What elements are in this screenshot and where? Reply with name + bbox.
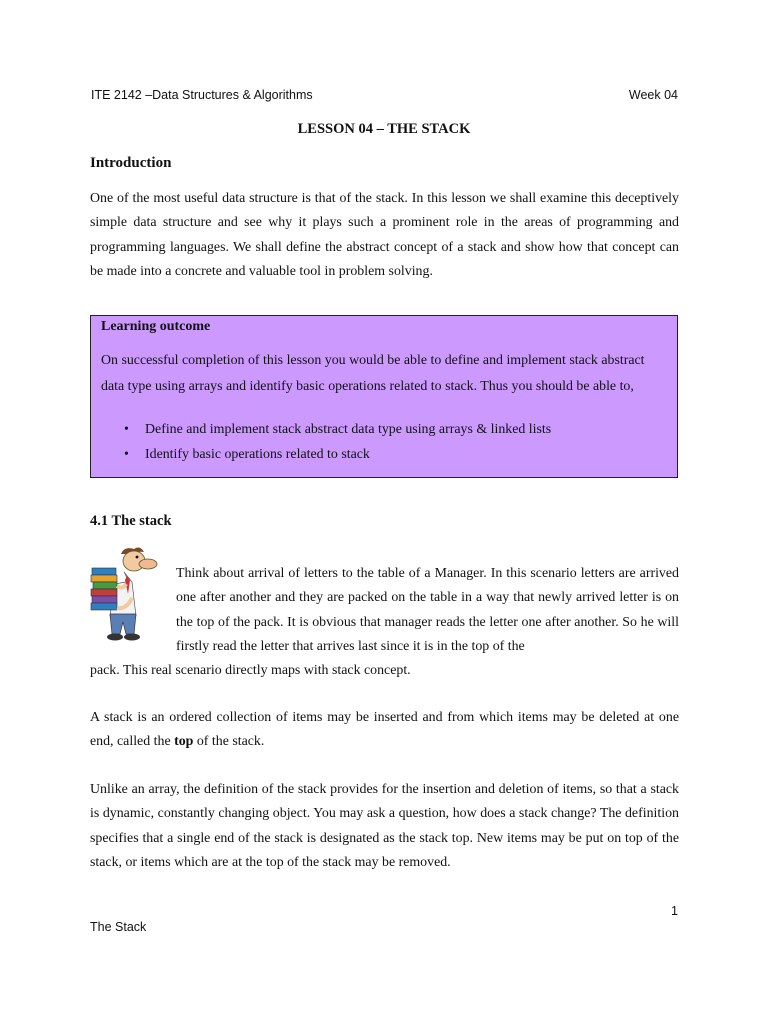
- list-item-text: Identify basic operations related to stack: [145, 447, 370, 462]
- learning-outcome-title: Learning outcome: [101, 319, 211, 334]
- header-course-title: ITE 2142 –Data Structures & Algorithms: [91, 88, 313, 102]
- introduction-paragraph: One of the most useful data structure is that of the stack. In this lesson we shall examine this deceptively simple data structure and see why it plays such a prominent role in the areas of programming and programming languages. We shall define the abstract concept of a stack and show how that concept can be made into a concrete and valuable tool in problem solving.: [90, 191, 679, 279]
- lesson-title: LESSON 04 – THE STACK: [297, 121, 471, 137]
- bullet-icon: •: [124, 447, 129, 462]
- man-carrying-books-icon: [88, 546, 168, 642]
- definition-text-after: of the stack.: [193, 734, 265, 750]
- section-heading-4-1: 4.1 The stack: [90, 513, 172, 529]
- bullet-icon: •: [124, 422, 129, 437]
- footer-text: The Stack: [90, 920, 147, 934]
- list-item-text: Define and implement stack abstract data type using arrays & linked lists: [145, 422, 552, 437]
- page-number: 1: [671, 904, 678, 918]
- stack-definition-paragraph: [90, 706, 679, 755]
- definition-text-before: A stack is an ordered collection of items may be inserted and from which items may be deleted at one end, called the: [90, 710, 679, 750]
- header-week-label: Week 04: [628, 88, 678, 102]
- list-item: [124, 447, 370, 463]
- stack-dynamic-paragraph: Unlike an array, the definition of the stack provides for the insertion and deletion of items, so that a stack is dynamic, constantly changing object. You may ask a question, how does a stack change? The definition specifies that a single end of the stack is designated as the stack top. New items may be put on top of the stack, or items which are at the top of the stack may be removed.: [90, 782, 679, 870]
- learning-outcome-text: On successful completion of this lesson you would be able to define and implement stack abstract data type using arrays and identify basic operations related to stack. Thus you should be able to,: [101, 353, 645, 394]
- manager-paragraph-indented: Think about arrival of letters to the table of a Manager. In this scenario letters are arrived one after another and they are packed on the table in a way that newly arrived letter is on the top of the pack. It is obvious that manager reads the letter one after another. So he will firstly read the letter that arrives last since it is in the top of the: [176, 566, 679, 654]
- learning-outcome-box: [90, 315, 678, 478]
- list-item: [124, 422, 551, 438]
- manager-paragraph-tail: pack. This real scenario directly maps with stack concept.: [90, 663, 411, 678]
- introduction-heading: Introduction: [90, 155, 172, 171]
- definition-bold-top: top: [174, 734, 194, 750]
